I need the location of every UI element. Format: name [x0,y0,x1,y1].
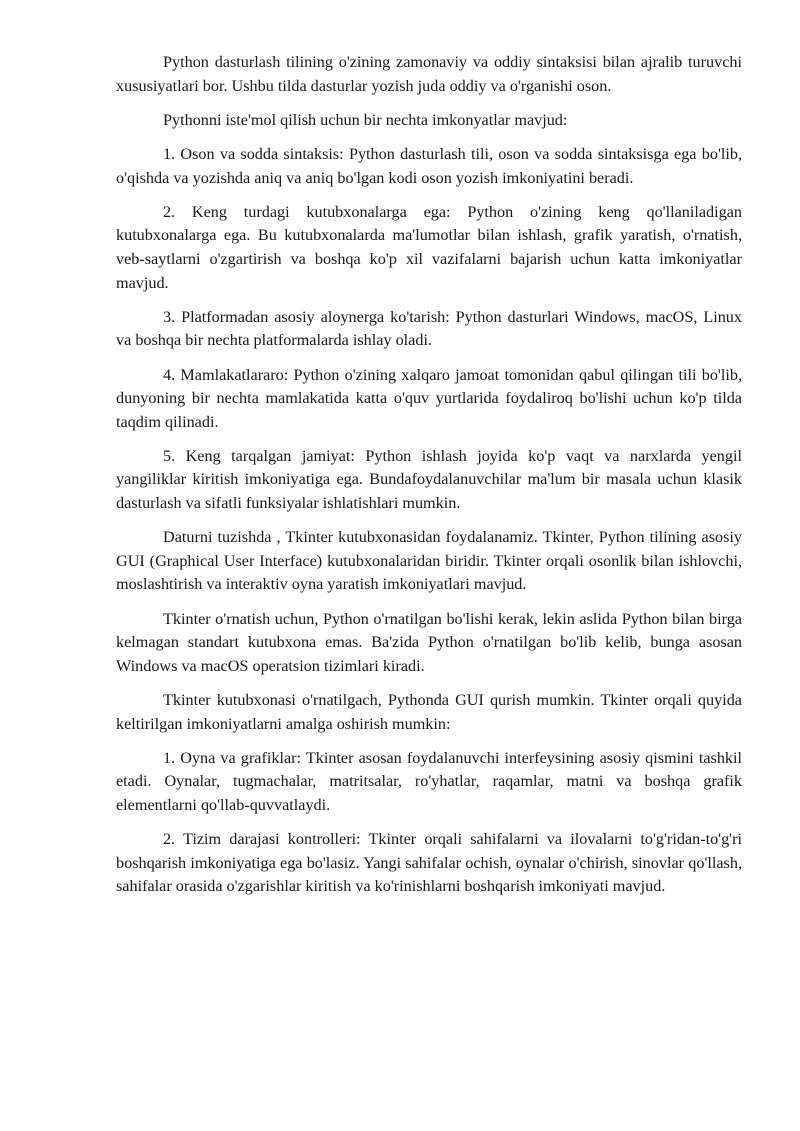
tkinter-intro-paragraph: Daturni tuzishda , Tkinter kutubxonasidan foydalanamiz. Tkinter, Python tilining asosiy GUI (Graphical User Interface) kutubxonalaridan biridir. Tkinter orqali osonlik bilan ishlovchi, moslashtirish va interaktiv oyna yaratish imkoniyatlari mavjud. [116,528,742,594]
features-heading-paragraph: Pythonni iste'mol qilish uchun bir nechta imkonyatlar mavjud: [163,110,568,129]
document-page [116,51,742,910]
tkinter-item-windows: 1. Oyna va grafiklar: Tkinter asosan foydalanuvchi interfeysining asosiy qismini tashkil etadi. Oynalar, tugmachalar, matritsalar, ro'yhatlar, raqamlar, matni va boshqa grafik elementlarni qo'llab-quvvatlaydi. [116,748,742,814]
feature-item-libraries: 2. Keng turdagi kutubxonalarga ega: Python o'zining keng qo'llaniladigan kutubxonalarga ega. Bu kutubxonalarda ma'lumotlar bilan ishlash, grafik yaratish, o'rnatish, veb-saytlarni o'zgartirish va boshqa ko'p xil vazifalarni bajarish uchun katta imkoniyatlar mavjud. [116,202,742,292]
feature-item-international: 4. Mamlakatlararo: Python o'zining xalqaro jamoat tomonidan qabul qilingan tili bo'lib, dunyoning bir nechta mamlakatida katta o'quv yurtlarida foydaliroq bo'lishi uchun ko'p tilda taqdim qilinadi. [116,365,742,431]
tkinter-install-paragraph: Tkinter o'rnatish uchun, Python o'rnatilgan bo'lishi kerak, lekin aslida Python bilan birga kelmagan standart kutubxona emas. Ba'zida Python o'rnatilgan bo'lib kelib, bunga asosan Windows va macOS operatsion tizimlari kiradi. [116,609,742,675]
feature-item-community: 5. Keng tarqalgan jamiyat: Python ishlash joyida ko'p vaqt va narxlarda yengil yangiliklar kiritish imkoniyatiga ega. Bundafoydalanuvchilar ma'lum bir masala uchun klasik dasturlash va sifatli funksiyalar ishlatishlari mumkin. [116,446,742,513]
intro-paragraph: Python dasturlash tilining o'zining zamonaviy va oddiy sintaksisi bilan ajralib turuvchi xususiyatlari bor. Ushbu tilda dasturlar yozish juda oddiy va o'rganishi oson. [116,53,742,95]
tkinter-capabilities-paragraph: Tkinter kutubxonasi o'rnatilgach, Pythonda GUI qurish mumkin. Tkinter orqali quyida keltirilgan imkoniyatlarni amalga oshirish mumkin: [116,691,742,733]
tkinter-item-system-control: 2. Tizim darajasi kontrolleri: Tkinter orqali sahifalarni va ilovalarni to'g'ridan-to'g'ri boshqarish imkoniyatiga ega bo'lasiz. Yangi sahifalar ochish, oynalar o'chirish, sinovlar qo'llash, sahifalar orasida o'zgarishlar kiritish va ko'rinishlarni boshqarish imkoniyati mavjud. [116,830,742,896]
feature-item-syntax: 1. Oson va sodda sintaksis: Python dasturlash tili, oson va sodda sintaksisga ega bo'lib, o'qishda va yozishda aniq va aniq bo'lgan kodi oson yozish imkoniyatini beradi. [116,144,742,187]
feature-item-platforms: 3. Platformadan asosiy aloynerga ko'tarish: Python dasturlari Windows, macOS, Linux va boshqa bir nechta platformalarda ishlay oladi. [116,307,742,350]
